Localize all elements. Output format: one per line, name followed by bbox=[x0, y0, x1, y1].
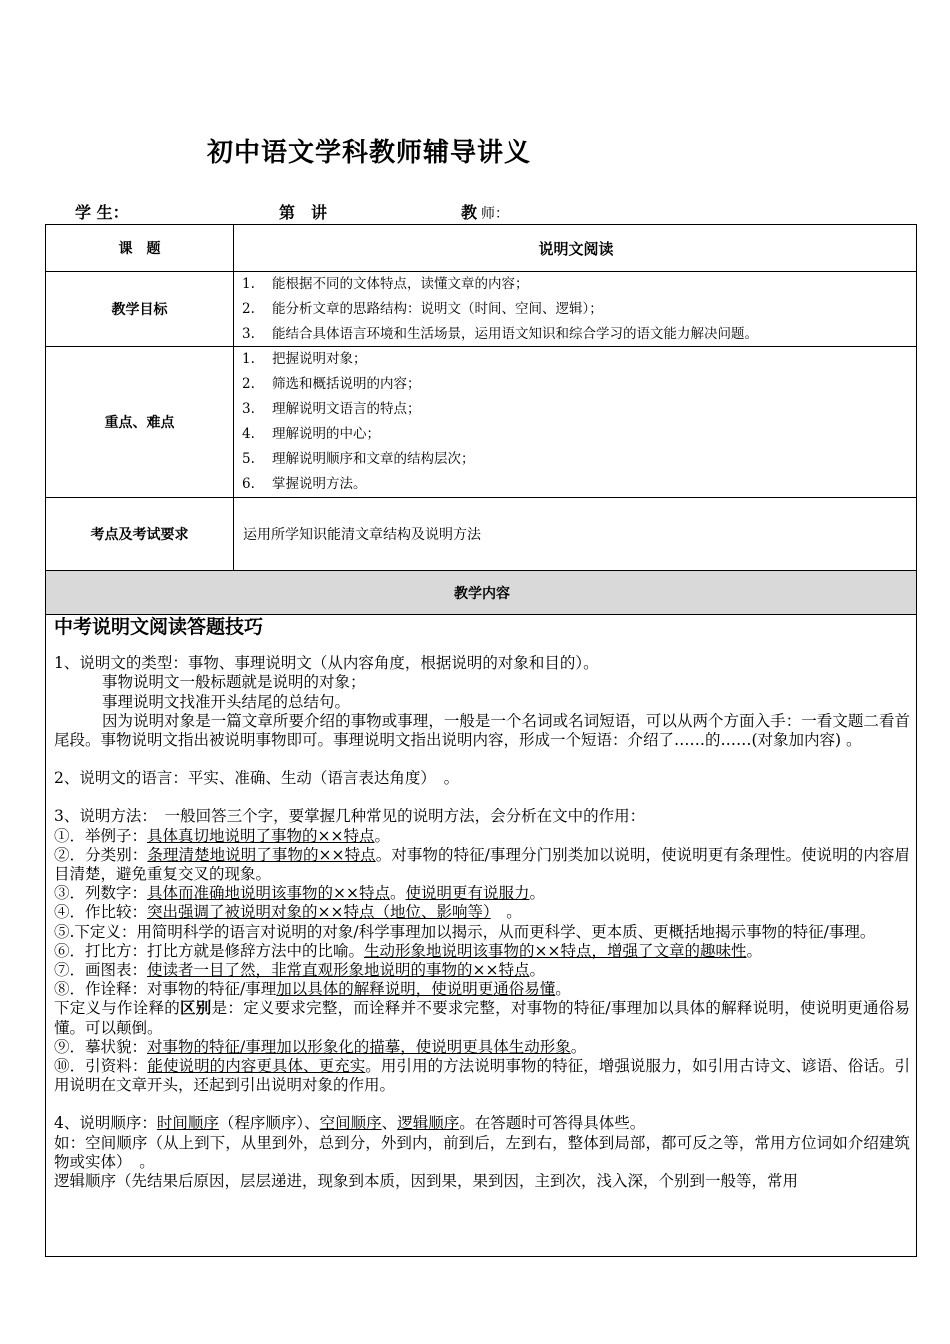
student-label: 学 生： bbox=[75, 203, 129, 222]
section-2-line: 2、说明文的语言：平实、准确、生动（语言表达角度） 。 bbox=[54, 769, 460, 788]
teacher-label-rest: 师： bbox=[481, 206, 510, 222]
method-3: ③．列数字：具体而准确地说明该事物的××特点。使说明更有说服力。 bbox=[54, 884, 546, 903]
method-8: ⑧．作诠释：对事物的特征/事理加以具体的解释说明，使说明更通俗易懂。 bbox=[54, 980, 571, 999]
section-1-b: 事理说明文找准开头结尾的总结句。 bbox=[102, 692, 351, 711]
teacher-label bbox=[461, 200, 509, 223]
objectives-cell bbox=[234, 272, 917, 346]
header-info-line bbox=[0, 200, 950, 224]
key-point-item: 4. 理解说明的中心； bbox=[242, 426, 380, 442]
method-2: ②．分类别：条理清楚地说明了事物的××特点。对事物的特征/事理分门别类加以说明，使说明更有条理性。使说明的内容眉目清楚，避免重复交叉的现象。 bbox=[54, 845, 910, 884]
method-4: ④．作比较：突出强调了被说明对象的××特点（地位、影响等） 。 bbox=[54, 903, 522, 922]
objective-item: 1. 能根据不同的文体特点，读懂文章的内容； bbox=[242, 276, 529, 292]
section-1-line: 1、说明文的类型：事物、事理说明文（从内容角度，根据说明的对象和目的）。 bbox=[54, 654, 599, 673]
key-point-item: 2. 筛选和概括说明的内容； bbox=[242, 376, 421, 392]
row-key-points bbox=[46, 347, 917, 498]
section-4-logic: 逻辑顺序（先结果后原因，层层递进，现象到本质，因到果，果到因，主到次，浅入深，个别到一般等，常用 bbox=[54, 1172, 799, 1191]
key-point-item: 1. 把握说明对象； bbox=[242, 351, 367, 367]
objective-item: 3. 能结合具体语言环境和生活场景，运用语文知识和综合学习的语文能力解决问题。 bbox=[242, 326, 758, 342]
key-point-item: 3. 理解说明文语言的特点； bbox=[242, 401, 421, 417]
exam-label: 考点及考试要求 bbox=[46, 498, 234, 570]
section-1-a: 事物说明文一般标题就是说明的对象； bbox=[102, 673, 366, 692]
content-header: 教学内容 bbox=[46, 571, 917, 615]
section-1-c: 因为说明对象是一篇文章所要介绍的事物或事理，一般是一个名词或名词短语，可以从两个方面入手：一看文题二看首尾段。事物说明文指出被说明事物即可。事理说明文指出说明内容，形成一个短语：介绍了……的……(对象加内容) 。 bbox=[54, 711, 910, 750]
method-9: ⑨．摹状貌：对事物的特征/事理加以形象化的描摹，使说明更具体生动形象。 bbox=[54, 1037, 587, 1056]
method-5: ⑤.下定义：用简明科学的语言对说明的对象/科学事理加以揭示，从而更科学、更本质、更概括地揭示事物的特征/事理。 bbox=[54, 922, 876, 941]
key-points-list bbox=[234, 347, 917, 497]
row-exam bbox=[46, 498, 917, 571]
key-points-label: 重点、难点 bbox=[46, 347, 234, 497]
topic-value: 说明文阅读 bbox=[538, 239, 614, 258]
key-points-cell bbox=[234, 347, 917, 497]
section-4-space: 如：空间顺序（从上到下，从里到外，总到分，外到内，前到后，左到右，整体到局部，都可反之等，常用方位词如介绍建筑物或实体） 。 bbox=[54, 1133, 910, 1171]
teacher-label-bold: 教 bbox=[461, 203, 478, 222]
topic-label: 课 题 bbox=[46, 225, 234, 271]
document-title: 初中语文学科教师辅导讲义 bbox=[207, 138, 532, 168]
exam-value: 运用所学知识能清文章结构及说明方法 bbox=[243, 527, 481, 543]
objectives-label: 教学目标 bbox=[46, 272, 234, 346]
key-point-item: 5. 理解说明顺序和文章的结构层次； bbox=[242, 451, 475, 467]
method-7: ⑦．画图表：使读者一目了然，非常直观形象地说明的事物的××特点。 bbox=[54, 961, 546, 980]
method-6: ⑥．打比方：打比方就是修辞方法中的比喻。生动形象地说明该事物的××特点，增强了文章的趣味性。 bbox=[54, 941, 763, 960]
lesson-table bbox=[45, 224, 917, 1257]
method-1: ①．举例子：具体真切地说明了事物的××特点。 bbox=[54, 826, 391, 845]
key-point-item: 6. 掌握说明方法。 bbox=[242, 476, 367, 492]
objectives-list bbox=[234, 272, 917, 347]
row-objectives bbox=[46, 272, 917, 347]
section-4-line: 4、说明顺序：时间顺序（程序顺序）、空间顺序、逻辑顺序。在答题时可答得具体些。 bbox=[54, 1114, 646, 1133]
teaching-content bbox=[54, 618, 910, 1191]
definition-difference: 下定义与作诠释的区别是：定义要求完整，而诠释并不要求完整，对事物的特征/事理加以具体的解释说明，使说明更通俗易懂。可以颠倒。 bbox=[54, 999, 910, 1037]
row-topic bbox=[46, 225, 917, 272]
lecture-label: 第 讲 bbox=[279, 203, 328, 222]
section-3-line: 3、说明方法： 一般回答三个字，要掌握几种常见的说明方法，会分析在文中的作用： bbox=[54, 807, 646, 826]
objective-item: 2. 能分析文章的思路结构：说明文（时间、空间、逻辑）； bbox=[242, 301, 603, 317]
method-10: ⑩．引资料：能使说明的内容更具体、更充实。用引用的方法说明事物的特征，增强说服力，如引用古诗文、谚语、俗话。引用说明在文章开头，还起到引出说明对象的作用。 bbox=[54, 1057, 910, 1095]
content-heading: 中考说明文阅读答题技巧 bbox=[54, 616, 264, 638]
